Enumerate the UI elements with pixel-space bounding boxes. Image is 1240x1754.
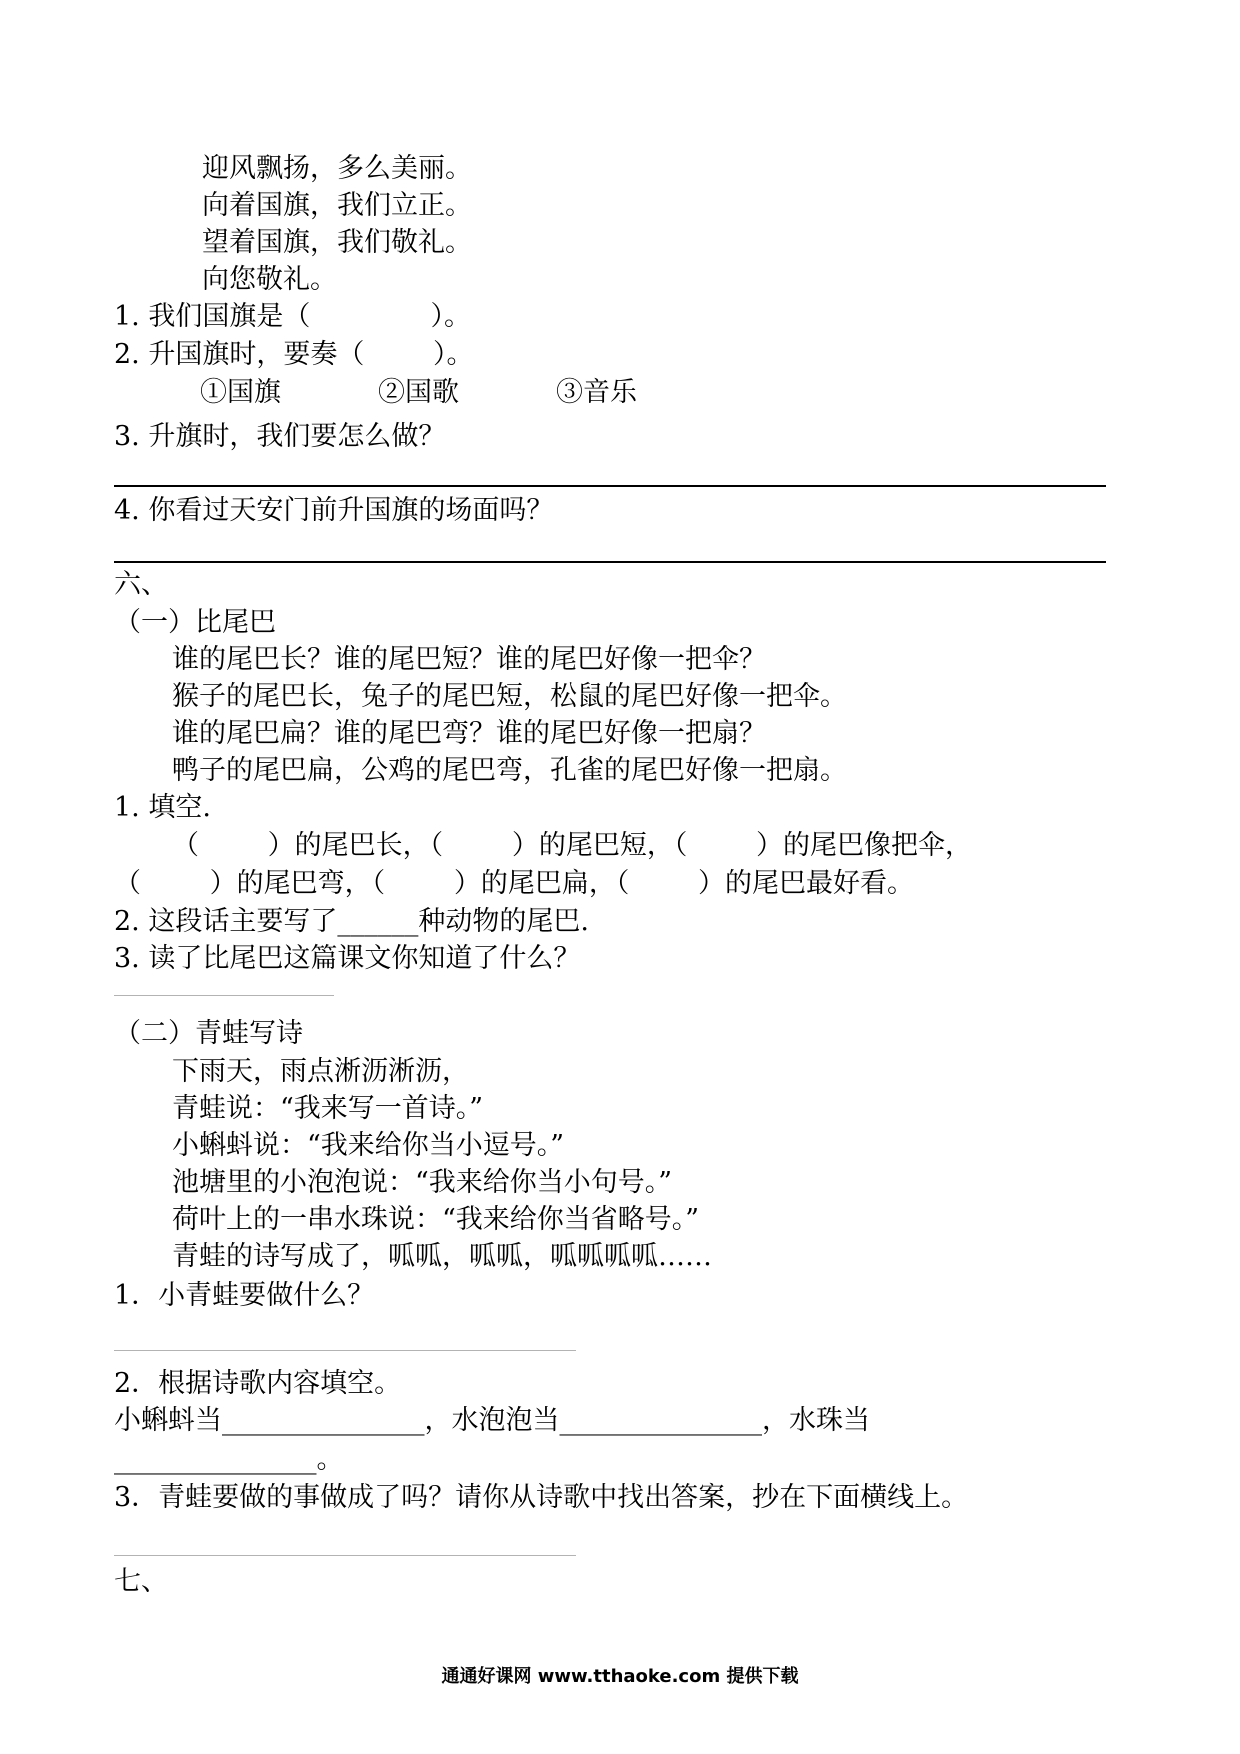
- answer-blank: ____________________________________________________________________________________: [114, 1338, 576, 1351]
- question-text: 3．青蛙要做的事做成了吗？请你从诗歌中找出答案，抄在下面横线上。: [114, 1482, 969, 1513]
- part-title: （一）比尾巴: [114, 607, 276, 638]
- part-title: （二）青蛙写诗: [114, 1018, 303, 1049]
- question-text: 4. 你看过天安门前升国旗的场面吗？: [114, 495, 554, 526]
- answer-blank: ________________________________________: [114, 983, 334, 996]
- section-heading: 七、: [114, 1566, 168, 1597]
- section-heading: 六、: [114, 569, 168, 600]
- option-3: ③音乐: [556, 377, 637, 408]
- passage-line: 谁的尾巴扁？谁的尾巴弯？谁的尾巴好像一把扇？: [172, 718, 766, 749]
- fill-blank-line: 小蝌蚪当_______________，水泡泡当_______________，水珠当: [114, 1405, 870, 1436]
- question-text: 1. 填空.: [114, 792, 211, 823]
- fill-blank-line: （ ）的尾巴长，（ ）的尾巴短，（ ）的尾巴像把伞，: [172, 830, 972, 861]
- passage-line: 谁的尾巴长？谁的尾巴短？谁的尾巴好像一把伞？: [172, 644, 766, 675]
- question-text: 2. 升国旗时，要奏（ ）。: [114, 339, 474, 370]
- option-2: ②国歌: [378, 377, 459, 408]
- question-text: 3. 升旗时，我们要怎么做？: [114, 421, 446, 452]
- passage-line: 青蛙说：“我来写一首诗。”: [172, 1093, 484, 1124]
- question-text: 1．小青蛙要做什么？: [114, 1280, 375, 1311]
- fill-blank-line: _______________。: [114, 1444, 344, 1475]
- poem-line: 向着国旗，我们立正。: [202, 190, 472, 221]
- question-text: 2．根据诗歌内容填空。: [114, 1368, 402, 1399]
- passage-line: 青蛙的诗写成了，呱呱，呱呱，呱呱呱呱……: [172, 1241, 712, 1272]
- footer-credit: 通通好课网 www.tthaoke.com 提供下载: [441, 1666, 799, 1687]
- poem-line: 望着国旗，我们敬礼。: [202, 227, 472, 258]
- question-text: 3. 读了比尾巴这篇课文你知道了什么？: [114, 943, 581, 974]
- fill-blank-line: （ ）的尾巴弯，（ ）的尾巴扁，（ ）的尾巴最好看。: [114, 868, 914, 899]
- passage-line: 猴子的尾巴长，兔子的尾巴短，松鼠的尾巴好像一把伞。: [172, 681, 847, 712]
- question-text: 2. 这段话主要写了______种动物的尾巴.: [114, 906, 589, 937]
- poem-line: 向您敬礼。: [202, 264, 337, 295]
- answer-line: [114, 561, 1106, 563]
- passage-line: 荷叶上的一串水珠说：“我来给你当省略号。”: [172, 1204, 700, 1235]
- option-1: ①国旗: [200, 377, 281, 408]
- passage-line: 下雨天，雨点淅沥淅沥，: [172, 1056, 469, 1087]
- passage-line: 池塘里的小泡泡说：“我来给你当小句号。”: [172, 1167, 673, 1198]
- passage-line: 鸭子的尾巴扁，公鸡的尾巴弯，孔雀的尾巴好像一把扇。: [172, 755, 847, 786]
- passage-line: 小蝌蚪说：“我来给你当小逗号。”: [172, 1130, 565, 1161]
- answer-line: [114, 485, 1106, 487]
- poem-line: 迎风飘扬，多么美丽。: [202, 153, 472, 184]
- question-text: 1. 我们国旗是（ ）。: [114, 301, 471, 332]
- answer-blank: ____________________________________________________________________________________: [114, 1543, 576, 1556]
